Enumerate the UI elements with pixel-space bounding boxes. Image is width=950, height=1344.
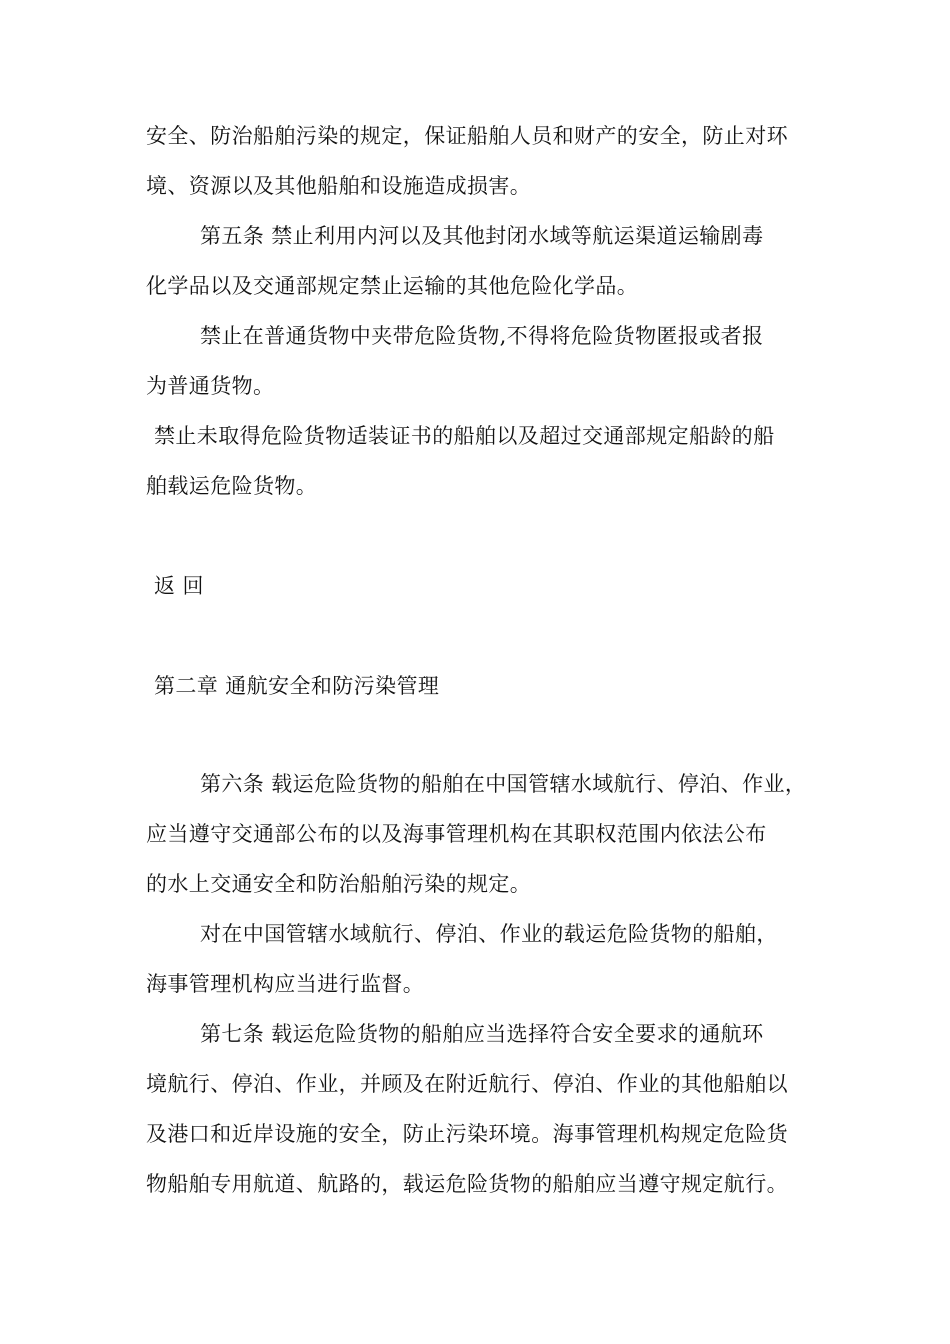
article-7-line: 第七条 载运危险货物的船舶应当选择符合安全要求的通航环 — [200, 1022, 764, 1046]
text-line: 及港口和近岸设施的安全，防止污染环境。海事管理机构规定危险货 — [146, 1122, 788, 1146]
text-line: 安全、防治船舶污染的规定，保证船舶人员和财产的安全，防止对环 — [146, 124, 788, 148]
text-line: 禁止在普通货物中夹带危险货物,不得将危险货物匿报或者报 — [200, 324, 764, 348]
text-line: 对在中国管辖水域航行、停泊、作业的载运危险货物的船舶， — [200, 922, 778, 946]
text-line: 禁止未取得危险货物适装证书的船舶以及超过交通部规定船龄的船 — [154, 424, 775, 448]
text-line: 海事管理机构应当进行监督。 — [146, 972, 425, 996]
back-link[interactable]: 返 回 — [154, 574, 204, 598]
text-line: 舶载运危险货物。 — [146, 474, 318, 498]
text-line: 物船舶专用航道、航路的，载运危险货物的船舶应当遵守规定航行。 — [146, 1172, 788, 1196]
article-6-line: 第六条 载运危险货物的船舶在中国管辖水域航行、停泊、作业， — [200, 772, 807, 796]
text-line: 应当遵守交通部公布的以及海事管理机构在其职权范围内依法公布 — [146, 822, 767, 846]
text-line: 境、资源以及其他船舶和设施造成损害。 — [146, 174, 532, 198]
text-line: 为普通货物。 — [146, 374, 275, 398]
text-line: 化学品以及交通部规定禁止运输的其他危险化学品。 — [146, 274, 639, 298]
text-line: 境航行、停泊、作业，并顾及在附近航行、停泊、作业的其他船舶以 — [146, 1072, 788, 1096]
text-line: 的水上交通安全和防治船舶污染的规定。 — [146, 872, 532, 896]
article-5-line: 第五条 禁止利用内河以及其他封闭水域等航运渠道运输剧毒 — [200, 224, 764, 248]
chapter-heading: 第二章 通航安全和防污染管理 — [154, 674, 440, 698]
